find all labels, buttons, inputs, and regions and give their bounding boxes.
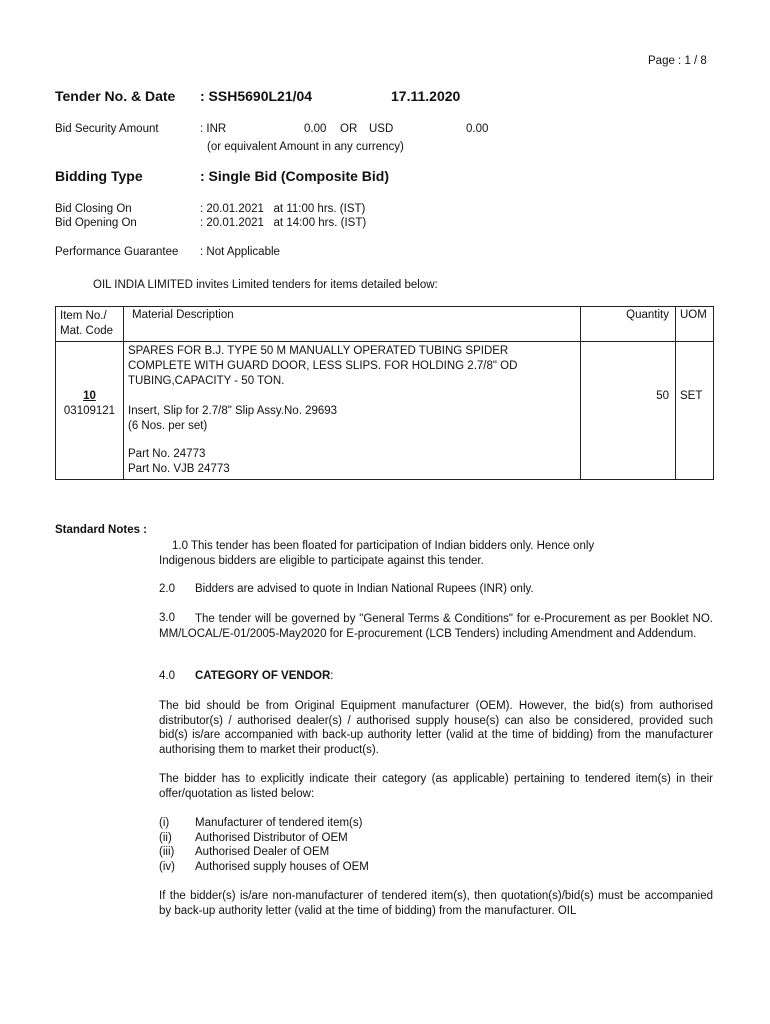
invite-text: OIL INDIA LIMITED invites Limited tenders for items detailed below: xyxy=(93,279,438,291)
bid-security-currency-usd: USD xyxy=(369,123,394,135)
bid-security-amount-usd: 0.00 xyxy=(466,123,489,135)
header-quantity: Quantity xyxy=(581,307,676,342)
row-uom: SET xyxy=(680,390,703,402)
list-item xyxy=(159,860,713,875)
note-2-text: Bidders are advised to quote in Indian National Rupees (INR) only. xyxy=(195,583,534,595)
bid-security-note: (or equivalent Amount in any currency) xyxy=(207,141,404,153)
row-desc-line-1: SPARES FOR B.J. TYPE 50 M MANUALLY OPERATED TUBING SPIDER xyxy=(128,345,509,357)
list-item-number: (ii) xyxy=(159,831,172,844)
note-3-number: 3.0 xyxy=(159,612,175,624)
performance-guarantee-value: : Not Applicable xyxy=(200,246,280,258)
bid-closing-label: Bid Closing On xyxy=(55,203,132,215)
bid-security-label: Bid Security Amount xyxy=(55,123,159,135)
table-row xyxy=(56,342,714,480)
note-1-line-2: Indigenous bidders are eligible to participate against this tender. xyxy=(159,555,484,567)
header-item-no xyxy=(56,307,124,342)
bidding-type-value: : Single Bid (Composite Bid) xyxy=(200,168,389,184)
bidding-type-label: Bidding Type xyxy=(55,168,143,184)
list-item xyxy=(159,816,713,831)
note-4-paragraph-1: The bid should be from Original Equipment manufacturer (OEM). However, the bid(s) from authorised distributor(s) / authorised dealer(s) / authorised supply house(s) can also be considered, provided such bid(s) is/are accompanied with back-up authority letter (valid at the time of bidding) from the manufacturer authorising them to market their product(s). xyxy=(159,700,713,756)
note-1-line-1: 1.0 This tender has been floated for participation of Indian bidders only. Hence only xyxy=(172,540,595,552)
note-4-number: 4.0 xyxy=(159,670,175,682)
tender-number: : SSH5690L21/04 xyxy=(200,88,313,104)
note-4-title-wrap xyxy=(195,670,333,682)
row-part-line-1: Part No. 24773 xyxy=(128,448,206,460)
row-insert-line-1: Insert, Slip for 2.7/8" Slip Assy.No. 29693 xyxy=(128,405,338,417)
note-4-paragraph-2: The bidder has to explicitly indicate their category (as applicable) pertaining to tendered item(s) in their offer/quotation as listed below: xyxy=(159,773,713,800)
header-item-no-label: Item No./ xyxy=(60,310,107,322)
note-3-text: The tender will be governed by "General Terms & Conditions" for e-Procurement as per Booklet NO. MM/LOCAL/E-01/2005-May2020 for E-procurement (LCB Tenders) including Amendment and Addendum. xyxy=(159,613,713,640)
row-quantity-cell xyxy=(581,342,676,480)
page-number: Page : 1 / 8 xyxy=(648,55,707,67)
row-part-line-2: Part No. VJB 24773 xyxy=(128,463,230,475)
list-item-text: Authorised Distributor of OEM xyxy=(195,831,348,844)
note-4-title: CATEGORY OF VENDOR xyxy=(195,670,331,682)
list-item-text: Authorised supply houses of OEM xyxy=(195,860,369,873)
table-header-row xyxy=(56,307,714,342)
row-desc-line-3: TUBING,CAPACITY - 50 TON. xyxy=(128,375,285,387)
tender-date: 17.11.2020 xyxy=(391,88,461,104)
row-mat-code: 03109121 xyxy=(63,405,116,417)
row-desc-line-2: COMPLETE WITH GUARD DOOR, LESS SLIPS. FOR HOLDING 2.7/8" OD xyxy=(128,360,518,372)
header-uom: UOM xyxy=(676,307,714,342)
bid-security-currency-inr: : INR xyxy=(200,123,227,135)
row-item-no: 10 xyxy=(83,390,96,402)
row-item-cell xyxy=(56,342,124,480)
list-item-number: (iv) xyxy=(159,860,175,873)
row-uom-cell xyxy=(676,342,714,480)
header-mat-code-label: Mat. Code xyxy=(60,325,114,337)
items-table xyxy=(55,306,714,480)
row-quantity: 50 xyxy=(656,390,669,402)
notes-title: Standard Notes : xyxy=(55,524,148,536)
list-item-text: Manufacturer of tendered item(s) xyxy=(195,817,363,829)
bid-security-or: OR xyxy=(340,123,358,135)
tender-label: Tender No. & Date xyxy=(55,88,176,104)
bid-closing-value: : 20.01.2021 at 11:00 hrs. (IST) xyxy=(200,203,366,215)
bid-opening-value: : 20.01.2021 at 14:00 hrs. (IST) xyxy=(200,217,367,229)
performance-guarantee-label: Performance Guarantee xyxy=(55,246,179,258)
row-insert-line-2: (6 Nos. per set) xyxy=(128,420,208,432)
row-description-cell xyxy=(124,342,581,480)
list-item-number: (i) xyxy=(159,817,170,829)
vendor-category-list xyxy=(159,816,713,874)
note-4-paragraph-3: If the bidder(s) is/are non-manufacturer of tendered item(s), then quotation(s)/bid(s) must be accompanied by back-up authority letter (valid at the time of bidding) from the manufacturer. OIL xyxy=(159,890,713,917)
list-item-text: Authorised Dealer of OEM xyxy=(195,846,330,858)
header-description: Material Description xyxy=(124,307,581,342)
bid-opening-label: Bid Opening On xyxy=(55,217,137,229)
list-item-number: (iii) xyxy=(159,846,175,858)
bid-security-amount-inr: 0.00 xyxy=(304,123,327,135)
note-2-number: 2.0 xyxy=(159,583,175,595)
note-4-colon: : xyxy=(330,670,334,682)
note-3 xyxy=(159,612,713,641)
list-item xyxy=(159,831,713,846)
list-item xyxy=(159,845,713,860)
